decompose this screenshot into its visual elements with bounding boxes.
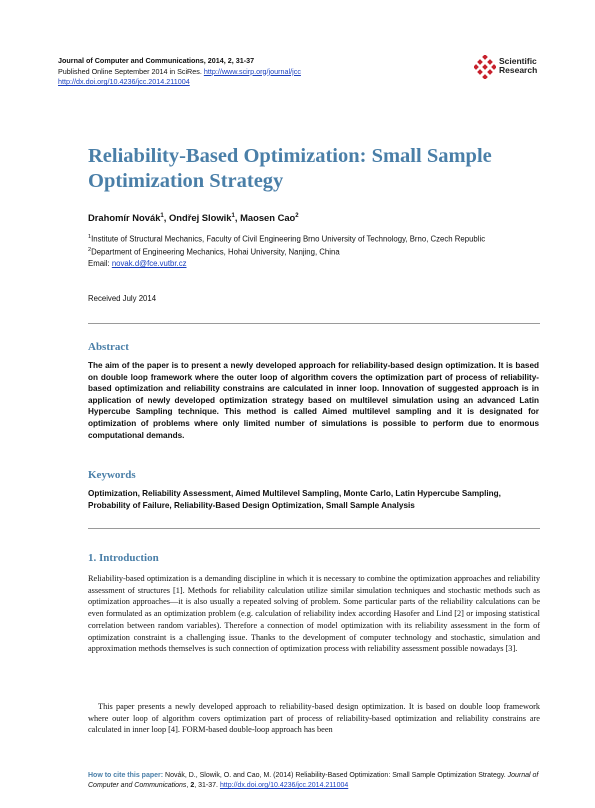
email-link[interactable]: novak.d@fce.vutbr.cz <box>111 258 187 268</box>
journal-name-line: Journal of Computer and Communications, 2014, 2, 31-37 <box>58 56 255 65</box>
introduction-paragraph-1: Reliability-based optimization is a demanding discipline in which it is necessary to combine the optimization approaches and reliability assessment of structures [1]. Methods for reliability calculation utilize similar simulation techniques and stochastic methods such as optimization approaches—it is also usually a repeated solving of problem. Some particular parts of the reliability calculations can be even formulated as an optimization problem (e.g. calculation of reliability index according Hasofer and Lind [2] or imposing statistical correlation between random variables). Therefore a connection of model optimization with its reliability assessment in the form of optimization constraint is a challenging issue. Thanks to the development of computer technology and stochastic, simulation and approximation methods themselves is such connection of optimization process with reliability assessment possible nowadays [3]. <box>88 574 540 654</box>
cite-journal: Journal of Computer and Communications <box>88 772 539 790</box>
logo-line2: Research <box>499 65 538 75</box>
author-list: Drahomír Novák$^1$, Ondřej Slowik$^1$, Maosen Cao$^2$ <box>88 212 299 223</box>
email-line <box>88 258 528 269</box>
affiliation-mark: 1 <box>88 234 92 240</box>
cite-comma: , <box>186 782 189 790</box>
introduction-paragraph-2: This paper presents a newly developed approach to reliability-based design optimization. It is based on double loop framework where outer loop of algorithm covers optimization part of process of reliability-based optimization and reliability constrains are calculated in inner loop [4]. FORM-based double-loop approach has been <box>88 702 540 735</box>
cite-text-1: Novák, D., Slowik, O. and Cao, M. (2014) Reliability-Based Optimization: Small Sample Optimization Strategy. <box>165 772 506 779</box>
affiliation-2 <box>88 245 528 258</box>
paper-title: Reliability-Based Optimization: Small Sample Optimization Strategy <box>88 145 492 192</box>
author-name: Maosen Cao <box>240 212 296 223</box>
email-label: Email: <box>88 258 110 268</box>
published-prefix: Published Online September 2014 in SciRes. <box>58 66 202 76</box>
cite-label: How to cite this paper: <box>88 772 164 779</box>
how-to-cite <box>88 771 548 791</box>
divider <box>88 528 540 529</box>
keywords-heading: Keywords <box>88 469 136 481</box>
author-name: Drahomír Novák <box>88 212 161 223</box>
scientific-research-logo <box>474 53 569 81</box>
cite-doi-link[interactable]: http://dx.doi.org/10.4236/jcc.2014.211004 <box>219 782 349 790</box>
affiliation-text: Institute of Structural Mechanics, Faculty of Civil Engineering Brno University of Technology, Brno, Czech Republic <box>91 234 486 244</box>
keywords-text: Optimization, Reliability Assessment, Aimed Multilevel Sampling, Monte Carlo, Latin Hypercube Sampling, Probability of Failure, Reliability-Based Design Optimization, Small Sample Analysis <box>88 489 501 511</box>
author-mark: 1 <box>231 212 235 219</box>
cite-volume: 2 <box>190 782 195 790</box>
affiliation-text: Department of Engineering Mechanics, Hohai University, Nanjing, China <box>91 247 340 257</box>
affiliation-mark: 2 <box>88 246 92 253</box>
published-line <box>58 67 301 78</box>
author-mark: 2 <box>295 212 299 219</box>
journal-url-link[interactable]: http://www.scirp.org/journal/jcc <box>203 66 301 76</box>
author-name: Ondřej Slowik <box>168 212 232 223</box>
doi-line <box>58 77 301 88</box>
affiliations <box>88 232 528 269</box>
author-mark: 1 <box>160 212 164 219</box>
introduction-heading: 1. Introduction <box>88 552 159 564</box>
logo-text <box>499 57 537 75</box>
logo-line1: Scientific <box>499 56 537 66</box>
received-date: Received July 2014 <box>88 294 157 303</box>
abstract-text: The aim of the paper is to present a newly developed approach for reliability-based design optimization. It is based on double loop framework where the outer loop of algorithm covers the optimization part of process of reliability-based optimization and reliability constrains are calculated in inner loop. Innovation of suggested approach is in application of newly developed optimization strategy based on multilevel simulation using an advanced Latin Hypercube Sampling technique. This method is called Aimed multilevel sampling and it is designated for optimization of problems where only limited number of simulations is possible to perform due to enormous computational demands. <box>88 361 539 440</box>
journal-info <box>58 56 301 88</box>
abstract-heading: Abstract <box>88 341 129 353</box>
divider <box>88 323 540 324</box>
affiliation-1 <box>88 232 528 245</box>
doi-link[interactable]: http://dx.doi.org/10.4236/jcc.2014.211004 <box>58 77 190 86</box>
cite-pages: , 31-37. <box>194 782 218 790</box>
logo-mark-icon <box>474 55 496 79</box>
